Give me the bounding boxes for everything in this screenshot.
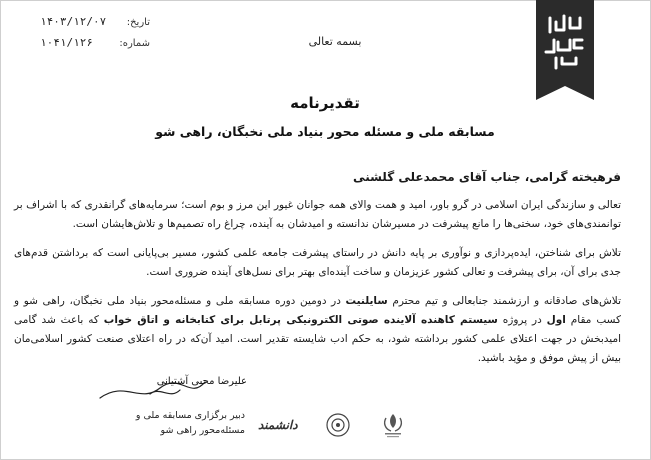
paragraph-2: تلاش برای شناختن، ایده‌پردازی و نوآوری بر پایه دانش در راستای پیشرفت جامعه علمی کشور، مسیر بی‌پایانی است که برداشتن قدم‌های جدی برای آن، برای پیشرفت و تعالی کشور عزیزمان و ساخت آینده‌ای بهتر برای نسل‌های آینده ضروری است. — [14, 247, 621, 278]
paragraph-3-part-d: که باعث شد گامی امیدبخش در جهت اعتلای علمی کشور برداشته شود، به حکم ادب شایسته تقدیر است. امید آن‌که در راه اعتلای صنعت کشور اسلامی‌مان بیش از پیش موفق و مؤید باشید. — [14, 314, 621, 364]
signatory-role-line-1: دبیر برگزاری مسابقه ملی و — [135, 410, 245, 421]
paragraph-3-part-b: در دومین دوره مسابقه ملی و مسئله‌محور بنیاد ملی نخبگان، راهی شو و کسب مقام — [14, 295, 621, 326]
team-name: سایلنیت — [345, 295, 388, 307]
salutation: فرهیخته گرامی، جناب آقای محمدعلی گلشنی — [353, 170, 621, 184]
page-title: تقدیرنامه — [290, 94, 360, 112]
rahi-sho-logo — [536, 0, 594, 100]
signature-block — [120, 370, 250, 450]
elite-foundation-logo — [325, 412, 351, 438]
signatory-role-line-2: مسئله‌محور راهی شو — [160, 425, 245, 436]
signatory-name: علیرضا محبی آشتیانی — [156, 376, 247, 387]
letter-meta — [40, 12, 150, 54]
date-value: ۱۴۰۳/۱۲/۰۷ — [40, 15, 107, 28]
paragraph-1: تعالی و سازندگی ایران اسلامی در گرو باور، امید و همت والای همه جوانان غیور این مرز و بوم است؛ سرمایه‌های گرانقدری که با اشراف بر توانمندی‌های خود، سختی‌ها را مانع پیشرفت در مسیرشان ندانسته و امیدشان به آینده، چراغ راه تصمیم‌ها و تلاش‌هایشان است. — [14, 199, 621, 230]
signatory-role — [120, 408, 245, 438]
number-label: شماره: — [119, 38, 150, 49]
number-value: ۱۰۴۱/۱۲۶ — [40, 36, 93, 49]
date-label: تاریخ: — [126, 17, 150, 28]
paragraph-3-part-c: در پروژه — [497, 314, 547, 326]
rank: اول — [546, 314, 566, 326]
paragraph-3-part-a: تلاش‌های صادقانه و ارزشمند جنابعالی و تیم محترم — [387, 295, 621, 307]
project-title: سیستم کاهنده آلاینده صوتی الکترونیکی پرتابل برای کتابخانه و اتاق خواب — [103, 314, 498, 326]
number-row — [40, 33, 150, 54]
rahi-sho-logo-mark — [540, 10, 590, 80]
elite-foundation-emblem-icon — [325, 412, 351, 438]
vice-presidency-logo — [378, 410, 408, 440]
daneshmand-logo-text: دانشمند — [258, 418, 298, 432]
paragraph-3 — [14, 292, 639, 368]
date-row — [40, 12, 150, 33]
footer-logos — [258, 408, 408, 442]
iran-emblem-icon — [378, 410, 408, 440]
letter-body — [14, 170, 639, 378]
daneshmand-logo — [258, 418, 298, 432]
page-subtitle: مسابقه ملی و مسئله محور بنیاد ملی نخبگان، راهی شو — [155, 124, 495, 139]
bismillah: بسمه تعالی — [308, 35, 362, 48]
